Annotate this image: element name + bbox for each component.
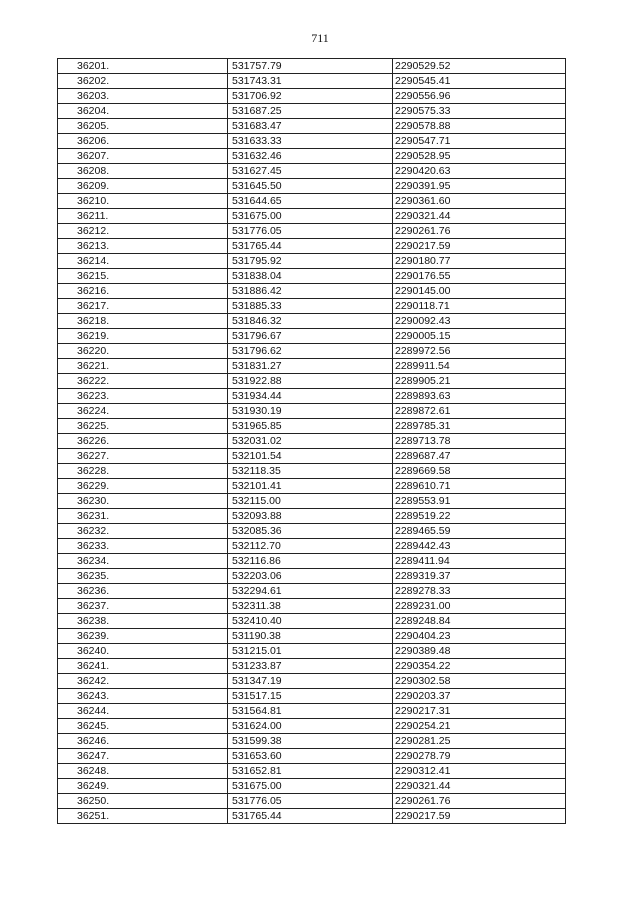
table-row <box>58 524 566 539</box>
x-coordinate-cell: 532101.54 <box>228 449 393 464</box>
point-id-cell: 36219. <box>58 329 228 344</box>
x-coordinate-cell: 532118.35 <box>228 464 393 479</box>
point-id-cell: 36230. <box>58 494 228 509</box>
x-coordinate-cell: 531564.81 <box>228 704 393 719</box>
table-row <box>58 299 566 314</box>
point-id-cell: 36221. <box>58 359 228 374</box>
table-row <box>58 809 566 824</box>
table-row <box>58 59 566 74</box>
y-coordinate-cell: 2290261.76 <box>393 224 566 239</box>
y-coordinate-cell: 2290180.77 <box>393 254 566 269</box>
x-coordinate-cell: 531233.87 <box>228 659 393 674</box>
point-id-cell: 36238. <box>58 614 228 629</box>
table-row <box>58 89 566 104</box>
table-row <box>58 104 566 119</box>
table-row <box>58 569 566 584</box>
y-coordinate-cell: 2289411.94 <box>393 554 566 569</box>
x-coordinate-cell: 531838.04 <box>228 269 393 284</box>
x-coordinate-cell: 532093.88 <box>228 509 393 524</box>
y-coordinate-cell: 2290217.59 <box>393 239 566 254</box>
x-coordinate-cell: 531934.44 <box>228 389 393 404</box>
table-row <box>58 644 566 659</box>
x-coordinate-cell: 531765.44 <box>228 809 393 824</box>
x-coordinate-cell: 531517.15 <box>228 689 393 704</box>
table-row <box>58 419 566 434</box>
x-coordinate-cell: 532203.06 <box>228 569 393 584</box>
table-row <box>58 674 566 689</box>
y-coordinate-cell: 2290261.76 <box>393 794 566 809</box>
point-id-cell: 36217. <box>58 299 228 314</box>
x-coordinate-cell: 531652.81 <box>228 764 393 779</box>
y-coordinate-cell: 2289248.84 <box>393 614 566 629</box>
y-coordinate-cell: 2290278.79 <box>393 749 566 764</box>
y-coordinate-cell: 2290404.23 <box>393 629 566 644</box>
point-id-cell: 36204. <box>58 104 228 119</box>
x-coordinate-cell: 531846.32 <box>228 314 393 329</box>
table-row <box>58 254 566 269</box>
x-coordinate-cell: 531930.19 <box>228 404 393 419</box>
point-id-cell: 36233. <box>58 539 228 554</box>
x-coordinate-cell: 532311.38 <box>228 599 393 614</box>
table-row <box>58 719 566 734</box>
point-id-cell: 36225. <box>58 419 228 434</box>
point-id-cell: 36210. <box>58 194 228 209</box>
x-coordinate-cell: 531965.85 <box>228 419 393 434</box>
x-coordinate-cell: 531633.33 <box>228 134 393 149</box>
point-id-cell: 36240. <box>58 644 228 659</box>
x-coordinate-cell: 531624.00 <box>228 719 393 734</box>
table-row <box>58 359 566 374</box>
page-number: 711 <box>311 31 329 45</box>
y-coordinate-cell: 2290005.15 <box>393 329 566 344</box>
y-coordinate-cell: 2290312.41 <box>393 764 566 779</box>
y-coordinate-cell: 2289442.43 <box>393 539 566 554</box>
point-id-cell: 36223. <box>58 389 228 404</box>
y-coordinate-cell: 2289669.58 <box>393 464 566 479</box>
table-row <box>58 374 566 389</box>
x-coordinate-cell: 532085.36 <box>228 524 393 539</box>
point-id-cell: 36239. <box>58 629 228 644</box>
y-coordinate-cell: 2289231.00 <box>393 599 566 614</box>
x-coordinate-cell: 532410.40 <box>228 614 393 629</box>
y-coordinate-cell: 2290354.22 <box>393 659 566 674</box>
y-coordinate-cell: 2289278.33 <box>393 584 566 599</box>
table-row <box>58 764 566 779</box>
x-coordinate-cell: 531776.05 <box>228 794 393 809</box>
point-id-cell: 36201. <box>58 59 228 74</box>
x-coordinate-cell: 531743.31 <box>228 74 393 89</box>
point-id-cell: 36235. <box>58 569 228 584</box>
point-id-cell: 36226. <box>58 434 228 449</box>
point-id-cell: 36229. <box>58 479 228 494</box>
x-coordinate-cell: 531644.65 <box>228 194 393 209</box>
point-id-cell: 36232. <box>58 524 228 539</box>
y-coordinate-cell: 2289872.61 <box>393 404 566 419</box>
y-coordinate-cell: 2290281.25 <box>393 734 566 749</box>
table-row <box>58 269 566 284</box>
y-coordinate-cell: 2290145.00 <box>393 284 566 299</box>
table-row <box>58 479 566 494</box>
table-row <box>58 194 566 209</box>
x-coordinate-cell: 531347.19 <box>228 674 393 689</box>
point-id-cell: 36237. <box>58 599 228 614</box>
x-coordinate-cell: 531632.46 <box>228 149 393 164</box>
table-row <box>58 539 566 554</box>
y-coordinate-cell: 2289687.47 <box>393 449 566 464</box>
table-row <box>58 224 566 239</box>
x-coordinate-cell: 531683.47 <box>228 119 393 134</box>
table-row <box>58 179 566 194</box>
point-id-cell: 36236. <box>58 584 228 599</box>
y-coordinate-cell: 2290556.96 <box>393 89 566 104</box>
point-id-cell: 36218. <box>58 314 228 329</box>
x-coordinate-cell: 531776.05 <box>228 224 393 239</box>
x-coordinate-cell: 532112.70 <box>228 539 393 554</box>
table-row <box>58 584 566 599</box>
point-id-cell: 36228. <box>58 464 228 479</box>
point-id-cell: 36248. <box>58 764 228 779</box>
table-row <box>58 689 566 704</box>
point-id-cell: 36215. <box>58 269 228 284</box>
y-coordinate-cell: 2290528.95 <box>393 149 566 164</box>
table-row <box>58 164 566 179</box>
point-id-cell: 36207. <box>58 149 228 164</box>
y-coordinate-cell: 2290217.59 <box>393 809 566 824</box>
x-coordinate-cell: 532031.02 <box>228 434 393 449</box>
point-id-cell: 36245. <box>58 719 228 734</box>
point-id-cell: 36231. <box>58 509 228 524</box>
x-coordinate-cell: 531831.27 <box>228 359 393 374</box>
table-row <box>58 659 566 674</box>
table-row <box>58 734 566 749</box>
y-coordinate-cell: 2289465.59 <box>393 524 566 539</box>
y-coordinate-cell: 2290575.33 <box>393 104 566 119</box>
y-coordinate-cell: 2290176.55 <box>393 269 566 284</box>
y-coordinate-cell: 2289319.37 <box>393 569 566 584</box>
x-coordinate-cell: 531215.01 <box>228 644 393 659</box>
y-coordinate-cell: 2290302.58 <box>393 674 566 689</box>
point-id-cell: 36242. <box>58 674 228 689</box>
y-coordinate-cell: 2290217.31 <box>393 704 566 719</box>
point-id-cell: 36202. <box>58 74 228 89</box>
y-coordinate-cell: 2290389.48 <box>393 644 566 659</box>
table-row <box>58 329 566 344</box>
point-id-cell: 36249. <box>58 779 228 794</box>
point-id-cell: 36243. <box>58 689 228 704</box>
point-id-cell: 36208. <box>58 164 228 179</box>
y-coordinate-cell: 2290092.43 <box>393 314 566 329</box>
table-row <box>58 434 566 449</box>
x-coordinate-cell: 531599.38 <box>228 734 393 749</box>
y-coordinate-cell: 2289713.78 <box>393 434 566 449</box>
x-coordinate-cell: 531765.44 <box>228 239 393 254</box>
x-coordinate-cell: 531645.50 <box>228 179 393 194</box>
point-id-cell: 36206. <box>58 134 228 149</box>
y-coordinate-cell: 2289911.54 <box>393 359 566 374</box>
y-coordinate-cell: 2290118.71 <box>393 299 566 314</box>
x-coordinate-cell: 531706.92 <box>228 89 393 104</box>
y-coordinate-cell: 2290545.41 <box>393 74 566 89</box>
table-row <box>58 389 566 404</box>
y-coordinate-cell: 2289905.21 <box>393 374 566 389</box>
point-id-cell: 36209. <box>58 179 228 194</box>
point-id-cell: 36251. <box>58 809 228 824</box>
point-id-cell: 36234. <box>58 554 228 569</box>
y-coordinate-cell: 2290321.44 <box>393 779 566 794</box>
y-coordinate-cell: 2290361.60 <box>393 194 566 209</box>
x-coordinate-cell: 532115.00 <box>228 494 393 509</box>
table-row <box>58 209 566 224</box>
point-id-cell: 36241. <box>58 659 228 674</box>
point-id-cell: 36246. <box>58 734 228 749</box>
x-coordinate-cell: 531675.00 <box>228 209 393 224</box>
table-row <box>58 749 566 764</box>
x-coordinate-cell: 531653.60 <box>228 749 393 764</box>
table-row <box>58 314 566 329</box>
point-id-cell: 36203. <box>58 89 228 104</box>
x-coordinate-cell: 532116.86 <box>228 554 393 569</box>
y-coordinate-cell: 2290578.88 <box>393 119 566 134</box>
y-coordinate-cell: 2290420.63 <box>393 164 566 179</box>
point-id-cell: 36214. <box>58 254 228 269</box>
table-row <box>58 119 566 134</box>
point-id-cell: 36211. <box>58 209 228 224</box>
table-row <box>58 239 566 254</box>
point-id-cell: 36205. <box>58 119 228 134</box>
table-row <box>58 494 566 509</box>
table-row <box>58 344 566 359</box>
table-row <box>58 614 566 629</box>
x-coordinate-cell: 532294.61 <box>228 584 393 599</box>
table-row <box>58 599 566 614</box>
table-row <box>58 554 566 569</box>
table-row <box>58 464 566 479</box>
point-id-cell: 36216. <box>58 284 228 299</box>
table-row <box>58 149 566 164</box>
table-row <box>58 509 566 524</box>
y-coordinate-cell: 2289519.22 <box>393 509 566 524</box>
y-coordinate-cell: 2289785.31 <box>393 419 566 434</box>
point-id-cell: 36250. <box>58 794 228 809</box>
table-row <box>58 134 566 149</box>
point-id-cell: 36212. <box>58 224 228 239</box>
point-id-cell: 36224. <box>58 404 228 419</box>
x-coordinate-cell: 531886.42 <box>228 284 393 299</box>
coordinate-table <box>57 58 566 824</box>
x-coordinate-cell: 531675.00 <box>228 779 393 794</box>
point-id-cell: 36222. <box>58 374 228 389</box>
table-row <box>58 284 566 299</box>
x-coordinate-cell: 531795.92 <box>228 254 393 269</box>
table-row <box>58 704 566 719</box>
y-coordinate-cell: 2290391.95 <box>393 179 566 194</box>
table-body <box>58 59 566 824</box>
x-coordinate-cell: 531922.88 <box>228 374 393 389</box>
x-coordinate-cell: 531190.38 <box>228 629 393 644</box>
point-id-cell: 36227. <box>58 449 228 464</box>
point-id-cell: 36244. <box>58 704 228 719</box>
table-row <box>58 794 566 809</box>
y-coordinate-cell: 2290547.71 <box>393 134 566 149</box>
y-coordinate-cell: 2290529.52 <box>393 59 566 74</box>
table-row <box>58 74 566 89</box>
table-row <box>58 449 566 464</box>
point-id-cell: 36247. <box>58 749 228 764</box>
y-coordinate-cell: 2290254.21 <box>393 719 566 734</box>
table-row <box>58 629 566 644</box>
y-coordinate-cell: 2289893.63 <box>393 389 566 404</box>
y-coordinate-cell: 2289972.56 <box>393 344 566 359</box>
x-coordinate-cell: 531687.25 <box>228 104 393 119</box>
table-row <box>58 779 566 794</box>
x-coordinate-cell: 531757.79 <box>228 59 393 74</box>
y-coordinate-cell: 2289553.91 <box>393 494 566 509</box>
table-row <box>58 404 566 419</box>
point-id-cell: 36213. <box>58 239 228 254</box>
x-coordinate-cell: 532101.41 <box>228 479 393 494</box>
x-coordinate-cell: 531627.45 <box>228 164 393 179</box>
x-coordinate-cell: 531796.62 <box>228 344 393 359</box>
x-coordinate-cell: 531796.67 <box>228 329 393 344</box>
y-coordinate-cell: 2289610.71 <box>393 479 566 494</box>
point-id-cell: 36220. <box>58 344 228 359</box>
y-coordinate-cell: 2290203.37 <box>393 689 566 704</box>
x-coordinate-cell: 531885.33 <box>228 299 393 314</box>
y-coordinate-cell: 2290321.44 <box>393 209 566 224</box>
